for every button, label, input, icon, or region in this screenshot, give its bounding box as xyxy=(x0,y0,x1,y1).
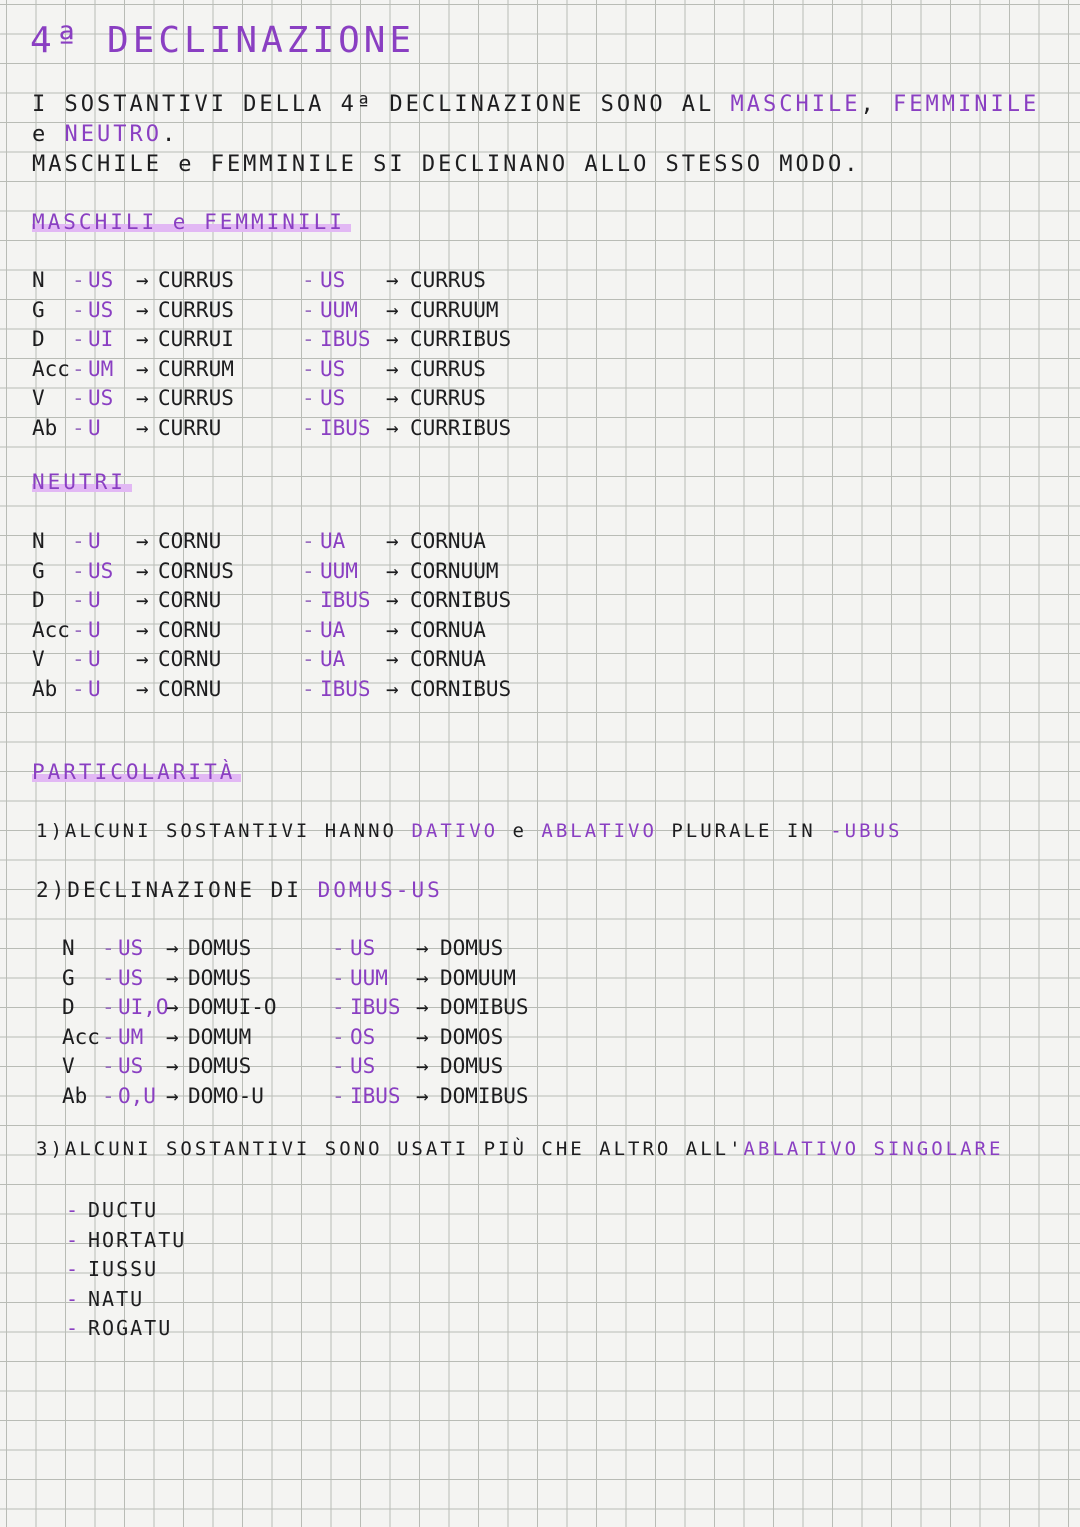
case-label: Ab xyxy=(32,676,58,701)
singular-ending: U xyxy=(88,588,101,612)
ubus-keyword: -UBUS xyxy=(830,820,903,842)
arrow-icon: → xyxy=(136,617,149,642)
table-row xyxy=(32,675,592,705)
plural-form: DOMUUM xyxy=(440,965,516,990)
arrow-icon: → xyxy=(416,965,429,990)
particolarita-2 xyxy=(36,878,443,902)
dash-separator: - xyxy=(302,327,315,351)
dash-separator: - xyxy=(302,297,315,322)
arrow-icon: → xyxy=(136,529,149,553)
section-heading-text: MASCHILI e FEMMINILI xyxy=(32,210,351,234)
section-heading-text: NEUTRI xyxy=(32,470,132,494)
item-text: PLURALE IN xyxy=(656,820,831,842)
dash-separator: - xyxy=(102,995,115,1019)
intro-line-3: MASCHILE e FEMMINILE SI DECLINANO ALLO STESSO MODO. xyxy=(32,152,861,177)
plural-ending: US xyxy=(320,356,346,381)
dash-separator: - xyxy=(332,936,345,960)
list-item-text: DUCTU xyxy=(88,1198,159,1222)
particolarita-3 xyxy=(36,1138,1003,1160)
maschile-keyword: MASCHILE xyxy=(730,92,861,117)
arrow-icon: → xyxy=(386,676,399,701)
dash-separator: - xyxy=(302,588,315,612)
arrow-icon: → xyxy=(136,676,149,701)
case-label: Acc xyxy=(32,356,70,381)
ablativo-singolare-keyword: ABLATIVO SINGOLARE xyxy=(743,1138,1004,1160)
section-heading-maschili xyxy=(32,210,351,234)
dash-separator: - xyxy=(72,268,85,292)
singular-form: DOMUS xyxy=(188,1054,252,1078)
dash-separator: - xyxy=(332,1054,345,1078)
dash-separator: - xyxy=(72,617,85,642)
list-item xyxy=(66,1285,186,1315)
arrow-icon: → xyxy=(136,356,149,381)
list-item xyxy=(66,1255,186,1285)
singular-form: DOMUM xyxy=(188,1024,252,1049)
dash-separator: - xyxy=(332,1024,345,1049)
plural-form: CURRUUM xyxy=(410,297,499,322)
arrow-icon: → xyxy=(416,1024,429,1049)
intro-line-1 xyxy=(32,92,1039,117)
singular-form: CORNU xyxy=(158,617,222,642)
item-text: DECLINAZIONE DI xyxy=(67,878,318,902)
table-row xyxy=(32,355,592,385)
page-title: 4ª DECLINAZIONE xyxy=(30,20,416,61)
list-bullet: - xyxy=(66,1198,81,1222)
singular-ending: US xyxy=(88,386,114,410)
plural-ending: US xyxy=(320,268,346,292)
particolarita-1 xyxy=(36,820,902,842)
singular-form: DOMUS xyxy=(188,965,252,990)
arrow-icon: → xyxy=(136,297,149,322)
plural-ending: US xyxy=(350,936,376,960)
dash-separator: - xyxy=(302,268,315,292)
singular-form: CORNU xyxy=(158,676,222,701)
plural-form: CORNIBUS xyxy=(410,588,512,612)
plural-form: CORNUA xyxy=(410,647,486,671)
item-text: e xyxy=(498,820,542,842)
arrow-icon: → xyxy=(386,386,399,410)
singular-form: DOMO-U xyxy=(188,1083,264,1108)
plural-form: CURRUS xyxy=(410,356,486,381)
arrow-icon: → xyxy=(136,386,149,410)
arrow-icon: → xyxy=(166,1024,179,1049)
case-label: V xyxy=(62,1054,75,1078)
arrow-icon: → xyxy=(416,995,429,1019)
intro-line-2 xyxy=(32,122,178,147)
plural-form: CORNUA xyxy=(410,617,486,642)
dash-separator: - xyxy=(102,936,115,960)
dash-separator: - xyxy=(302,647,315,671)
arrow-icon: → xyxy=(386,327,399,351)
intro-text: I SOSTANTIVI DELLA 4ª DECLINAZIONE SONO AL xyxy=(32,92,731,117)
dash-separator: - xyxy=(102,1083,115,1108)
item-number: 1) xyxy=(36,820,65,842)
declension-table-neutri xyxy=(32,527,592,704)
dash-separator: - xyxy=(302,386,315,410)
plural-form: CORNIBUS xyxy=(410,676,512,701)
plural-form: CURRUS xyxy=(410,268,486,292)
arrow-icon: → xyxy=(136,327,149,351)
plural-form: CURRIBUS xyxy=(410,327,512,351)
plural-ending: IBUS xyxy=(320,676,371,701)
singular-form: DOMUS xyxy=(188,936,252,960)
plural-form: DOMIBUS xyxy=(440,995,529,1019)
arrow-icon: → xyxy=(386,647,399,671)
arrow-icon: → xyxy=(136,415,149,440)
list-item xyxy=(66,1314,186,1344)
dash-separator: - xyxy=(72,676,85,701)
dash-separator: - xyxy=(302,356,315,381)
plural-ending: US xyxy=(350,1054,376,1078)
plural-ending: IBUS xyxy=(350,995,401,1019)
dash-separator: - xyxy=(302,415,315,440)
femminile-keyword: FEMMINILE xyxy=(893,92,1040,117)
ablativo-keyword: ABLATIVO xyxy=(541,820,657,842)
dash-separator: - xyxy=(302,676,315,701)
table-row xyxy=(32,616,592,646)
case-label: Acc xyxy=(62,1024,100,1049)
dash-separator: - xyxy=(102,1024,115,1049)
section-heading-neutri xyxy=(32,470,132,494)
singular-form: CORNU xyxy=(158,588,222,612)
table-row xyxy=(32,645,592,675)
dash-separator: - xyxy=(332,1083,345,1108)
plural-ending: UUM xyxy=(320,297,358,322)
table-row xyxy=(62,1082,622,1112)
singular-form: CURRUS xyxy=(158,268,234,292)
list-item xyxy=(66,1196,186,1226)
arrow-icon: → xyxy=(166,1054,179,1078)
plural-form: DOMOS xyxy=(440,1024,504,1049)
ablativo-list xyxy=(66,1196,186,1344)
case-label: Ab xyxy=(62,1083,88,1108)
plural-form: DOMUS xyxy=(440,936,504,960)
case-label: G xyxy=(32,297,45,322)
arrow-icon: → xyxy=(386,529,399,553)
case-label: Ab xyxy=(32,415,58,440)
case-label: N xyxy=(32,268,45,292)
singular-ending: US xyxy=(118,965,144,990)
dash-separator: - xyxy=(72,588,85,612)
neutro-keyword: NEUTRO xyxy=(64,122,162,147)
item-number: 2) xyxy=(36,878,68,902)
singular-form: DOMUI-O xyxy=(188,995,277,1019)
plural-ending: UA xyxy=(320,617,346,642)
dash-separator: - xyxy=(302,529,315,553)
singular-form: CURRUS xyxy=(158,386,234,410)
table-row xyxy=(62,1052,622,1082)
case-label: Acc xyxy=(32,617,70,642)
singular-ending: US xyxy=(88,297,114,322)
item-number: 3) xyxy=(36,1138,65,1160)
case-label: G xyxy=(32,558,45,583)
plural-form: CORNUUM xyxy=(410,558,499,583)
singular-ending: US xyxy=(118,936,144,960)
declension-table-maschili xyxy=(32,266,592,443)
dash-separator: - xyxy=(72,529,85,553)
arrow-icon: → xyxy=(416,936,429,960)
item-text: ALCUNI SOSTANTIVI SONO USATI PIÙ CHE ALTRO ALL' xyxy=(64,1138,744,1160)
case-label: N xyxy=(32,529,45,553)
dash-separator: - xyxy=(72,327,85,351)
dativo-keyword: DATIVO xyxy=(411,820,499,842)
list-item xyxy=(66,1226,186,1256)
arrow-icon: → xyxy=(136,588,149,612)
plural-ending: UUM xyxy=(320,558,358,583)
arrow-icon: → xyxy=(166,965,179,990)
singular-ending: UM xyxy=(88,356,114,381)
arrow-icon: → xyxy=(416,1054,429,1078)
table-row xyxy=(62,1023,622,1053)
dash-separator: - xyxy=(332,965,345,990)
list-bullet: - xyxy=(66,1227,81,1252)
singular-form: CORNUS xyxy=(158,558,234,583)
case-label: V xyxy=(32,386,45,410)
arrow-icon: → xyxy=(136,647,149,671)
singular-ending: US xyxy=(118,1054,144,1078)
plural-form: CURRIBUS xyxy=(410,415,512,440)
intro-period: . xyxy=(161,122,179,147)
plural-ending: UA xyxy=(320,529,346,553)
arrow-icon: → xyxy=(386,297,399,322)
arrow-icon: → xyxy=(166,995,179,1019)
singular-form: CORNU xyxy=(158,647,222,671)
dash-separator: - xyxy=(102,1054,115,1078)
intro-comma: , xyxy=(860,92,894,117)
table-row xyxy=(32,384,592,414)
singular-form: CURRU xyxy=(158,415,222,440)
list-bullet: - xyxy=(66,1286,81,1311)
plural-ending: IBUS xyxy=(320,327,371,351)
arrow-icon: → xyxy=(386,617,399,642)
arrow-icon: → xyxy=(386,268,399,292)
arrow-icon: → xyxy=(416,1083,429,1108)
plural-ending: UUM xyxy=(350,965,388,990)
arrow-icon: → xyxy=(386,588,399,612)
case-label: G xyxy=(62,965,75,990)
singular-ending: UI,O xyxy=(118,995,169,1019)
singular-ending: U xyxy=(88,617,101,642)
table-row xyxy=(32,266,592,296)
table-row xyxy=(62,934,622,964)
singular-ending: O,U xyxy=(118,1083,156,1108)
dash-separator: - xyxy=(72,297,85,322)
plural-form: DOMUS xyxy=(440,1054,504,1078)
list-item-text: ROGATU xyxy=(88,1316,173,1340)
dash-separator: - xyxy=(72,386,85,410)
plural-ending: UA xyxy=(320,647,346,671)
case-label: D xyxy=(32,327,45,351)
dash-separator: - xyxy=(102,965,115,990)
singular-form: CURRUS xyxy=(158,297,234,322)
case-label: V xyxy=(32,647,45,671)
dash-separator: - xyxy=(302,617,315,642)
arrow-icon: → xyxy=(166,1083,179,1108)
dash-separator: - xyxy=(332,995,345,1019)
arrow-icon: → xyxy=(386,415,399,440)
plural-ending: IBUS xyxy=(320,415,371,440)
singular-ending: U xyxy=(88,529,101,553)
plural-ending: IBUS xyxy=(320,588,371,612)
table-row xyxy=(32,414,592,444)
dash-separator: - xyxy=(72,415,85,440)
arrow-icon: → xyxy=(166,936,179,960)
list-item-text: HORTATU xyxy=(88,1227,187,1252)
table-row xyxy=(32,527,592,557)
domus-keyword: DOMUS-US xyxy=(317,878,443,902)
declension-table-domus xyxy=(62,934,622,1111)
singular-ending: U xyxy=(88,415,101,440)
arrow-icon: → xyxy=(386,558,399,583)
singular-ending: U xyxy=(88,676,101,701)
singular-ending: US xyxy=(88,268,114,292)
table-row xyxy=(32,325,592,355)
table-row xyxy=(62,964,622,994)
table-row xyxy=(32,557,592,587)
list-item-text: NATU xyxy=(88,1286,145,1311)
dash-separator: - xyxy=(72,647,85,671)
plural-ending: IBUS xyxy=(350,1083,401,1108)
case-label: D xyxy=(62,995,75,1019)
list-bullet: - xyxy=(66,1257,81,1281)
intro-text: e xyxy=(32,122,65,147)
plural-form: DOMIBUS xyxy=(440,1083,529,1108)
case-label: N xyxy=(62,936,75,960)
table-row xyxy=(62,993,622,1023)
list-bullet: - xyxy=(66,1316,81,1340)
item-text: ALCUNI SOSTANTIVI HANNO xyxy=(64,820,412,842)
plural-form: CURRUS xyxy=(410,386,486,410)
plural-form: CORNUA xyxy=(410,529,486,553)
case-label: D xyxy=(32,588,45,612)
plural-ending: US xyxy=(320,386,346,410)
singular-ending: UI xyxy=(88,327,114,351)
singular-ending: U xyxy=(88,647,101,671)
arrow-icon: → xyxy=(136,558,149,583)
section-heading-text: PARTICOLARITÀ xyxy=(32,760,241,784)
dash-separator: - xyxy=(302,558,315,583)
arrow-icon: → xyxy=(136,268,149,292)
plural-ending: OS xyxy=(350,1024,376,1049)
singular-form: CORNU xyxy=(158,529,222,553)
table-row xyxy=(32,296,592,326)
arrow-icon: → xyxy=(386,356,399,381)
singular-ending: UM xyxy=(118,1024,144,1049)
singular-ending: US xyxy=(88,558,114,583)
table-row xyxy=(32,586,592,616)
list-item-text: IUSSU xyxy=(88,1257,159,1281)
singular-form: CURRUM xyxy=(158,356,234,381)
dash-separator: - xyxy=(72,356,85,381)
singular-form: CURRUI xyxy=(158,327,234,351)
section-heading-particolarita xyxy=(32,760,241,784)
dash-separator: - xyxy=(72,558,85,583)
